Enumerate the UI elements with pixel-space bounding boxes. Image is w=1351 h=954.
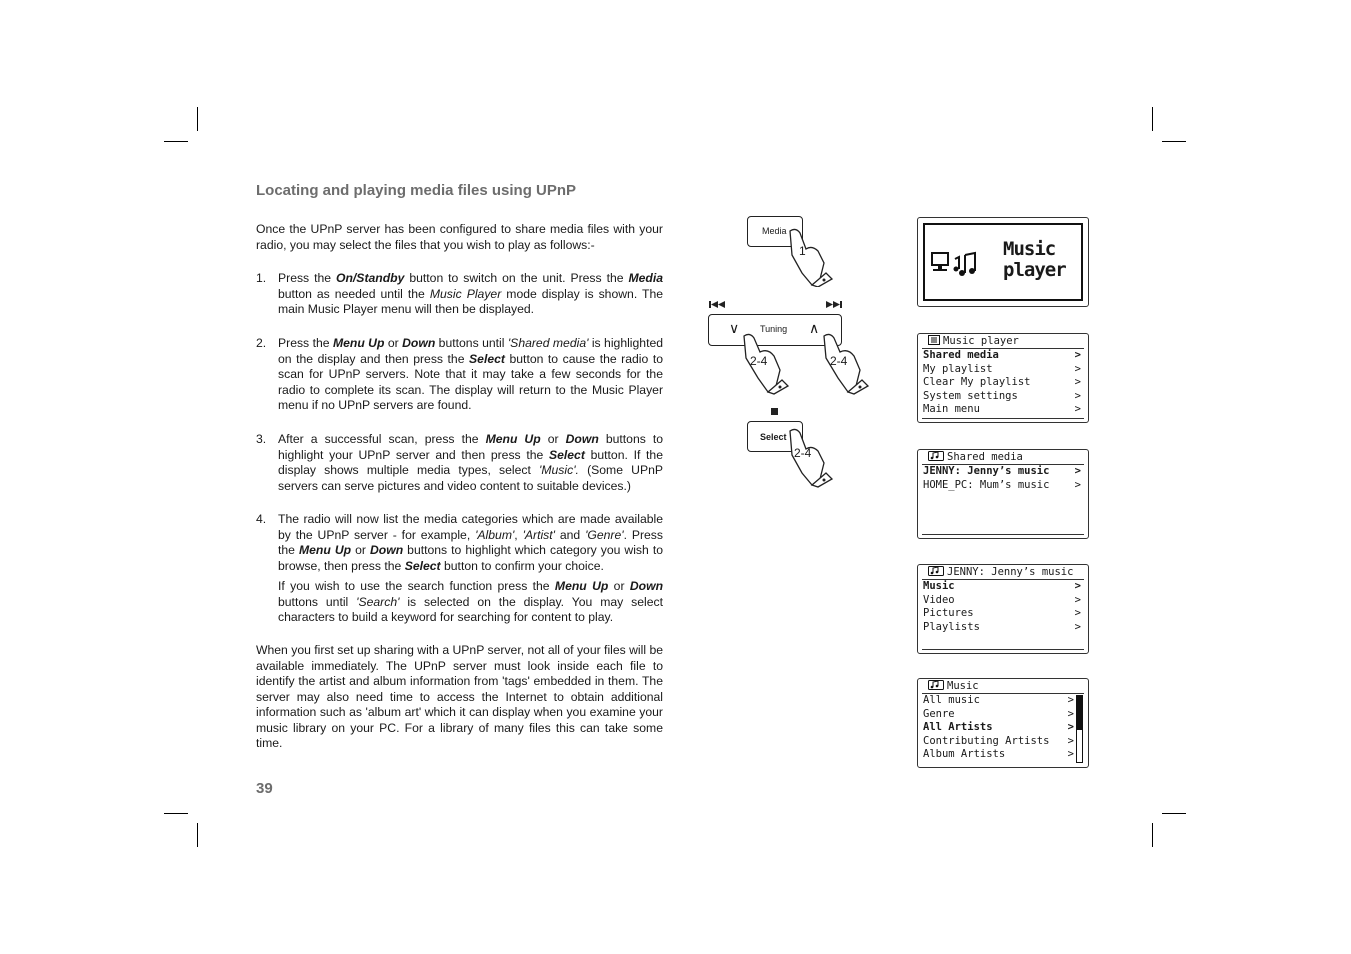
text: Press the (278, 271, 336, 285)
display-footer-line (922, 534, 1084, 535)
text: If you wish to use the search function press the (278, 579, 555, 593)
text: , (514, 527, 523, 542)
crop-mark (1152, 107, 1153, 131)
text: or (540, 432, 566, 446)
key-term: Menu Up (332, 336, 385, 350)
text: mode display is shown. The main Music Player menu will then be displayed. (278, 286, 664, 316)
menu-item (918, 479, 1088, 493)
splash-frame (923, 223, 1083, 301)
splash-line: player (1003, 259, 1066, 281)
key-term: Down (565, 432, 599, 446)
text: buttons until (278, 594, 357, 609)
chevron-down-icon: ∨ (729, 320, 740, 336)
menu-item (918, 748, 1088, 762)
key-term: On/Standby (336, 271, 405, 285)
display-footer-line (922, 649, 1084, 650)
chevron-right-icon: > (1074, 478, 1081, 491)
menu-item (918, 363, 1088, 377)
key-term: 'Genre' (585, 527, 624, 542)
chevron-up-icon: ∧ (809, 320, 820, 336)
display-header-text: Music player (943, 335, 1019, 347)
display-footer-line (922, 418, 1084, 419)
display-header-text: Music (947, 680, 979, 692)
chevron-right-icon: > (1067, 734, 1074, 747)
next-track-icon (826, 300, 842, 309)
menu-item-label: JENNY: Jenny’s music (923, 465, 1050, 477)
crop-mark (1152, 823, 1153, 847)
display-header (922, 679, 1084, 694)
step-text (278, 432, 663, 494)
text: After a successful scan, press the (278, 432, 486, 446)
chevron-right-icon: > (1067, 721, 1074, 733)
menu-item-label: Clear My playlist (923, 376, 1031, 388)
chevron-right-icon: > (1074, 349, 1081, 361)
menu-item-label: My playlist (923, 362, 993, 375)
step-number: 3. (256, 432, 267, 446)
intro-paragraph: Once the UPnP server has been configured to share media files with your radio, you may select the files that you wish to play as follows:- (256, 222, 663, 252)
text: is selected on the display. You may select characters to build a keyword for searching for content to play. (278, 594, 663, 624)
page-number: 39 (256, 780, 273, 797)
pointing-hand-icon (780, 225, 840, 287)
chevron-right-icon: > (1074, 362, 1081, 375)
crop-mark (164, 141, 188, 142)
menu-item (918, 735, 1088, 749)
menu-item-label: Playlists (923, 620, 980, 633)
chevron-right-icon: > (1074, 607, 1081, 619)
menu-item-label: System settings (923, 389, 1018, 402)
step-text (278, 512, 663, 574)
key-term: Menu Up (485, 432, 541, 446)
key-term: Down (629, 579, 664, 593)
step-4 (256, 512, 663, 626)
stop-icon (771, 408, 778, 415)
text: button as needed until the (278, 286, 430, 301)
music-player-icon (931, 251, 981, 279)
key-term: Music Player (429, 286, 502, 301)
step-label: 1 (799, 244, 806, 258)
step-1 (256, 271, 663, 318)
menu-item (918, 708, 1088, 722)
step-label: 2-4 (750, 354, 768, 368)
text: Press the (278, 336, 333, 350)
display-header (922, 565, 1084, 580)
chevron-right-icon: > (1074, 376, 1081, 388)
menu-item (918, 390, 1088, 404)
text: . Press the (278, 527, 663, 557)
chevron-right-icon: > (1067, 707, 1074, 720)
page-title: Locating and playing media files using UPnP (256, 182, 577, 199)
crop-mark (197, 107, 198, 131)
key-term: 'Artist' (522, 527, 555, 542)
menu-item-label: Main menu (923, 403, 980, 415)
splash-text (1003, 239, 1066, 281)
step-text (278, 271, 663, 318)
step-number: 4. (256, 512, 267, 526)
key-term: 'Music'. (539, 463, 579, 477)
text: and (554, 527, 586, 542)
step-number: 2. (256, 336, 267, 350)
music-library-icon (928, 451, 944, 461)
text: (Some UPnP servers can serve pictures and video content to suitable devices.) (278, 463, 663, 493)
media-button-label: Media (762, 226, 787, 236)
chevron-right-icon: > (1074, 580, 1081, 592)
menu-item-label: Video (923, 593, 955, 606)
crop-mark (1162, 141, 1186, 142)
menu-item-label: HOME_PC: Mum’s music (923, 478, 1050, 491)
text: button. If the display shows multiple media types, select (278, 447, 663, 477)
key-term: Down (369, 543, 404, 557)
menu-item (918, 721, 1088, 735)
menu-item-label: All music (923, 694, 980, 706)
menu-item-label: Genre (923, 707, 955, 720)
menu-item (918, 465, 1088, 479)
text: buttons to highlight your UPnP server and then press the (278, 432, 664, 462)
step-label: 2-4 (794, 446, 812, 460)
key-term: 'Search' (356, 594, 400, 609)
menu-item (918, 349, 1088, 363)
crop-mark (1162, 813, 1186, 814)
menu-item-label: Shared media (923, 349, 999, 361)
crop-mark (197, 823, 198, 847)
menu-item (918, 594, 1088, 608)
step-2 (256, 336, 663, 414)
display-music-player-splash (917, 217, 1089, 307)
display-header (922, 334, 1084, 349)
text: or (608, 579, 630, 593)
music-library-icon (928, 566, 944, 576)
menu-item (918, 403, 1088, 417)
chevron-right-icon: > (1074, 593, 1081, 606)
chevron-right-icon: > (1067, 694, 1074, 706)
text: button to switch on the unit. Press the (404, 271, 629, 285)
menu-item (918, 580, 1088, 594)
menu-item (918, 607, 1088, 621)
closing-paragraph: When you first set up sharing with a UPnP server, not all of your files will be available immediately. The UPnP server must look inside each file to identify the artist and album information from 'tags' embedded in them. The server may also need time to access the Internet to obtain additional information such as 'album art' which it can display when you examine your music library on your PC. For a library of many files this can take some time. (256, 643, 663, 750)
key-term: Media (628, 271, 664, 285)
step-3 (256, 432, 663, 494)
scrollbar-track (1076, 695, 1083, 763)
menu-list-icon (928, 335, 940, 345)
display-shared-media (917, 449, 1089, 539)
key-term: 'Album' (475, 527, 515, 542)
key-term: Select (548, 447, 585, 462)
chevron-right-icon: > (1074, 620, 1081, 633)
text: button to confirm your choice. (440, 558, 604, 573)
step-text (278, 336, 663, 414)
chevron-right-icon: > (1074, 465, 1081, 477)
splash-line: Music (1003, 238, 1056, 260)
menu-item-label: All Artists (923, 721, 993, 733)
menu-item-label: Album Artists (923, 748, 1006, 760)
step-subparagraph (278, 579, 663, 626)
menu-item-label: Pictures (923, 607, 974, 619)
text: or (384, 336, 403, 350)
display-music-categories (917, 678, 1089, 768)
text: or (351, 543, 370, 557)
display-server-media-types (917, 564, 1089, 654)
previous-track-icon (709, 300, 725, 309)
display-header-text: JENNY: Jenny’s music (947, 566, 1074, 578)
key-term: Select (469, 351, 505, 366)
key-term: Select (404, 558, 441, 573)
menu-item-label: Contributing Artists (923, 734, 1050, 747)
menu-item (918, 694, 1088, 708)
key-term: Menu Up (554, 579, 609, 593)
text: The radio will now list the media categories which are made available by the UPnP server - for example, (278, 512, 663, 542)
step-number: 1. (256, 271, 267, 285)
chevron-right-icon: > (1074, 389, 1081, 402)
text: buttons to highlight which category you wish to browse, then press the (278, 543, 663, 573)
text: is highlighted on the display and then press the (278, 336, 664, 366)
select-button-label: Select (760, 432, 787, 442)
display-header-text: Shared media (947, 451, 1023, 463)
crop-mark (164, 813, 188, 814)
key-term: Down (402, 336, 436, 350)
scrollbar-thumb (1077, 696, 1082, 730)
key-term: Menu Up (298, 543, 352, 557)
tuning-button-label: Tuning (760, 324, 788, 334)
step-label: 2-4 (830, 354, 848, 368)
chevron-right-icon: > (1074, 403, 1081, 415)
menu-item (918, 621, 1088, 635)
menu-item-label: Music (923, 580, 955, 592)
display-music-player-menu (917, 333, 1089, 423)
display-header (922, 450, 1084, 465)
music-library-icon (928, 680, 944, 690)
text: buttons until (435, 336, 508, 350)
menu-item (918, 376, 1088, 390)
key-term: 'Shared media' (507, 336, 589, 350)
text: button to cause the radio to scan for UPnP servers. Note that it may take a few seconds for the radio to complete its scan. The display will return to the Music Player menu if no UPnP servers are found. (278, 351, 663, 412)
chevron-right-icon: > (1067, 748, 1074, 760)
